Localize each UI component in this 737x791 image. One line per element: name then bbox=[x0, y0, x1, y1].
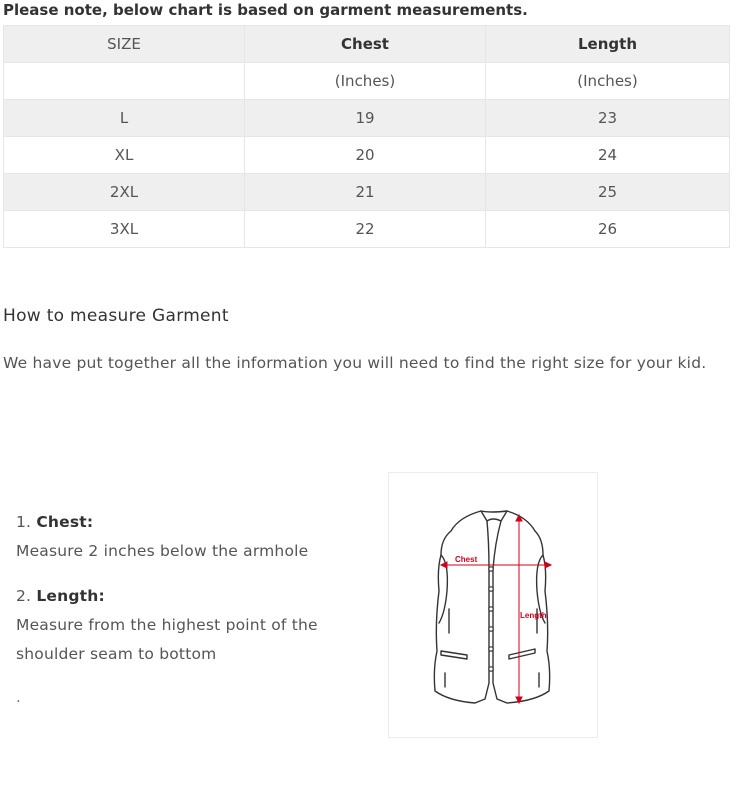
step-chest-text: Measure 2 inches below the armhole bbox=[16, 542, 309, 560]
vest-diagram-icon bbox=[389, 473, 597, 737]
size-cell: 3XL bbox=[4, 211, 245, 248]
chest-cell: 21 bbox=[245, 174, 486, 211]
table-row bbox=[4, 211, 730, 248]
length-cell: 26 bbox=[486, 211, 730, 248]
how-to-intro: We have put together all the information you will need to find the right size for your kid. bbox=[3, 354, 707, 372]
unit-cell bbox=[4, 63, 245, 100]
table-row bbox=[4, 137, 730, 174]
trailing-dot: . bbox=[16, 688, 21, 706]
step-length-title bbox=[16, 582, 366, 611]
length-cell: 24 bbox=[486, 137, 730, 174]
size-chart-note: Please note, below chart is based on garment measurements. bbox=[3, 1, 528, 19]
size-cell: L bbox=[4, 100, 245, 137]
step-name: Chest: bbox=[36, 513, 94, 531]
table-units-row bbox=[4, 63, 730, 100]
chest-cell: 22 bbox=[245, 211, 486, 248]
how-to-measure-title: How to measure Garment bbox=[3, 306, 229, 326]
column-header-chest: Chest bbox=[245, 26, 486, 63]
length-cell: 25 bbox=[486, 174, 730, 211]
step-name: Length: bbox=[36, 587, 105, 605]
size-chart-table bbox=[3, 25, 730, 248]
table-row bbox=[4, 174, 730, 211]
chest-cell: 20 bbox=[245, 137, 486, 174]
chest-cell: 19 bbox=[245, 100, 486, 137]
unit-cell: (Inches) bbox=[486, 63, 730, 100]
step-number: 2. bbox=[16, 587, 32, 605]
length-cell: 23 bbox=[486, 100, 730, 137]
size-cell: XL bbox=[4, 137, 245, 174]
chest-measure-label: Chest bbox=[455, 555, 478, 564]
measurement-steps bbox=[16, 508, 366, 669]
table-row bbox=[4, 100, 730, 137]
vest-measurement-figure bbox=[388, 472, 598, 738]
step-length-text: Measure from the highest point of the shoulder seam to bottom bbox=[16, 616, 318, 663]
column-header-size: SIZE bbox=[4, 26, 245, 63]
length-measure-label: Length bbox=[520, 611, 547, 620]
unit-cell: (Inches) bbox=[245, 63, 486, 100]
size-cell: 2XL bbox=[4, 174, 245, 211]
step-number: 1. bbox=[16, 513, 32, 531]
step-chest-title bbox=[16, 508, 366, 537]
column-header-length: Length bbox=[486, 26, 730, 63]
table-header-row bbox=[4, 26, 730, 63]
